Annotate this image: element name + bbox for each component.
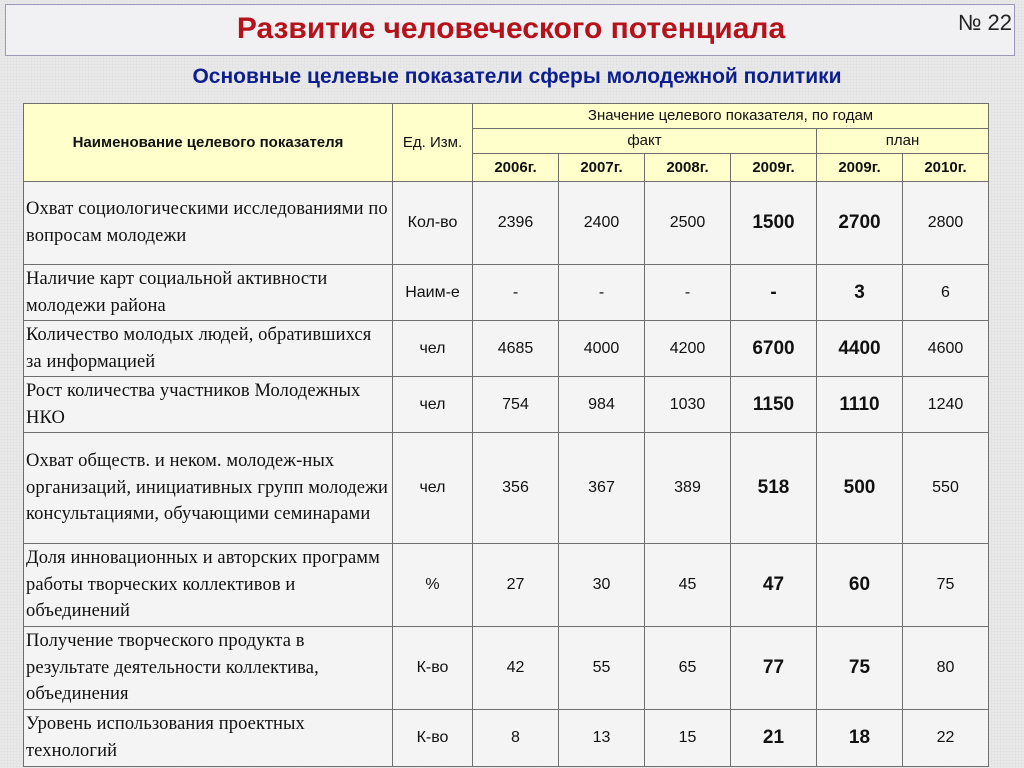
header-fact: факт — [473, 129, 817, 154]
indicator-unit: % — [393, 544, 473, 627]
value-cell: 80 — [903, 627, 989, 710]
value-cell-bold: 1500 — [731, 182, 817, 265]
header-indicator-name: Наименование целевого показателя — [24, 104, 393, 182]
value-cell-bold: 18 — [817, 710, 903, 767]
value-cell: 2396 — [473, 182, 559, 265]
header-values-group: Значение целевого показателя, по годам — [473, 104, 989, 129]
header-unit: Ед. Изм. — [393, 104, 473, 182]
indicator-unit: Наим-е — [393, 265, 473, 321]
value-cell-bold: 75 — [817, 627, 903, 710]
value-cell: 22 — [903, 710, 989, 767]
value-cell: 4000 — [559, 321, 645, 377]
value-cell: 4200 — [645, 321, 731, 377]
value-cell: 2500 — [645, 182, 731, 265]
indicator-unit: К-во — [393, 627, 473, 710]
indicator-name: Охват социологическими исследованиями по вопросам молодежи — [24, 182, 393, 265]
value-cell-bold: 47 — [731, 544, 817, 627]
indicator-name: Наличие карт социальной активности молодежи района — [24, 265, 393, 321]
value-cell-bold: 77 — [731, 627, 817, 710]
table-row — [24, 377, 989, 433]
value-cell: 27 — [473, 544, 559, 627]
header-year-2009-fact: 2009г. — [731, 154, 817, 182]
table-row — [24, 710, 989, 767]
value-cell: 4685 — [473, 321, 559, 377]
value-cell: 2400 — [559, 182, 645, 265]
value-cell-bold: 60 — [817, 544, 903, 627]
value-cell-bold: 4400 — [817, 321, 903, 377]
value-cell-bold: 3 — [817, 265, 903, 321]
value-cell: 367 — [559, 433, 645, 544]
value-cell-bold: 1110 — [817, 377, 903, 433]
header-year-2009-plan: 2009г. — [817, 154, 903, 182]
value-cell: 6 — [903, 265, 989, 321]
indicator-name: Количество молодых людей, обратившихся за информацией — [24, 321, 393, 377]
value-cell: 356 — [473, 433, 559, 544]
value-cell: 8 — [473, 710, 559, 767]
slide-subtitle: Основные целевые показатели сферы молодежной политики — [192, 65, 842, 88]
header-year-2008: 2008г. — [645, 154, 731, 182]
table-row — [24, 433, 989, 544]
value-cell: 2800 — [903, 182, 989, 265]
value-cell: 65 — [645, 627, 731, 710]
value-cell: 550 — [903, 433, 989, 544]
value-cell: 984 — [559, 377, 645, 433]
value-cell: 1030 — [645, 377, 731, 433]
header-year-2007: 2007г. — [559, 154, 645, 182]
value-cell: 55 — [559, 627, 645, 710]
value-cell-bold: - — [731, 265, 817, 321]
indicator-name: Уровень использования проектных технологий — [24, 710, 393, 767]
header-plan: план — [817, 129, 989, 154]
value-cell: 389 — [645, 433, 731, 544]
indicators-table — [23, 103, 989, 767]
value-cell: - — [559, 265, 645, 321]
value-cell: 13 — [559, 710, 645, 767]
value-cell-bold: 518 — [731, 433, 817, 544]
value-cell-bold: 500 — [817, 433, 903, 544]
value-cell: 15 — [645, 710, 731, 767]
value-cell: - — [645, 265, 731, 321]
indicator-name: Рост количества участников Молодежных НКО — [24, 377, 393, 433]
value-cell: 1240 — [903, 377, 989, 433]
table-row — [24, 544, 989, 627]
value-cell-bold: 1150 — [731, 377, 817, 433]
table-row — [24, 265, 989, 321]
value-cell: 30 — [559, 544, 645, 627]
value-cell: - — [473, 265, 559, 321]
table-row — [24, 321, 989, 377]
indicator-name: Получение творческого продукта в результате деятельности коллектива, объединения — [24, 627, 393, 710]
indicator-name: Охват обществ. и неком. молодеж-ных организаций, инициативных групп молодежи консультациями, обучающими семинарами — [24, 433, 393, 544]
slide-number: № 22 — [957, 10, 1012, 35]
value-cell: 75 — [903, 544, 989, 627]
value-cell: 45 — [645, 544, 731, 627]
value-cell-bold: 2700 — [817, 182, 903, 265]
table-row — [24, 627, 989, 710]
header-year-2010-plan: 2010г. — [903, 154, 989, 182]
indicator-name: Доля инновационных и авторских программ работы творческих коллективов и объединений — [24, 544, 393, 627]
indicator-unit: чел — [393, 433, 473, 544]
value-cell: 42 — [473, 627, 559, 710]
indicator-unit: чел — [393, 377, 473, 433]
indicator-unit: Кол-во — [393, 182, 473, 265]
indicator-unit: чел — [393, 321, 473, 377]
value-cell: 4600 — [903, 321, 989, 377]
slide-title: Развитие человеческого потенциала — [236, 12, 786, 45]
indicator-unit: К-во — [393, 710, 473, 767]
table-row — [24, 182, 989, 265]
value-cell-bold: 21 — [731, 710, 817, 767]
value-cell-bold: 6700 — [731, 321, 817, 377]
header-year-2006: 2006г. — [473, 154, 559, 182]
value-cell: 754 — [473, 377, 559, 433]
